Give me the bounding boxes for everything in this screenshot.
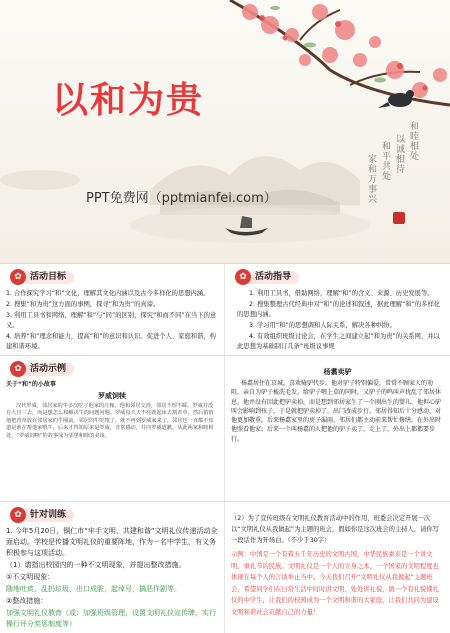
cover-illustration (0, 0, 450, 263)
site-credit: PPT免费网（pptmianfei.com） (86, 191, 277, 206)
answer-a-label: ①不文明现象： (6, 573, 55, 581)
flower-icon: ✿ (235, 269, 251, 285)
list-item: 3. 学习用“和”的思想调和人际关系，解决各种纠纷。 (249, 322, 396, 329)
guide-list (231, 289, 444, 352)
poem-column: 和平共处 (382, 142, 392, 182)
example-slide (0, 355, 450, 501)
training-panel-right (225, 502, 450, 633)
answer-a: 随地吐痰，乱扔垃圾，出口成脏，起绰号，搞恶作剧等。 (6, 585, 181, 593)
list-item: 2. 搜集“和为贵”这方面的事例，探寻“和为贵”的真谛。 (6, 301, 160, 308)
story-title: 罗威饲犊 (98, 392, 126, 400)
question-1-part: （1）请指出校园内的一种不文明现象，并提出整改措施。 (6, 561, 186, 569)
list-item: 1. 合作探究学习“和”文化，理解其文化内涵以及古今多样化的思想内涵。 (6, 290, 210, 297)
example-heading: 活动示例 (20, 363, 74, 376)
guide-panel (225, 264, 450, 355)
flower-icon: ✿ (10, 507, 26, 523)
list-item: 4. 培养“和”理念和能力，提高“和”的意识和认识。促进个人、家庭和谐，构建和谐环境。 (6, 333, 216, 350)
story-panel-right (225, 356, 450, 501)
story-title: 杨翥卖驴 (323, 368, 352, 376)
story-body: 杨翥居住在京城，喜欢骑驴代步。他对驴子特别偏爱，常常不顾家人的劝阻，亲自为驴子梳洗毛发。给驴子喂上草的同时，又驴子的鸣叫声扰乱了邻居休息。他并没有因此把驴卖掉，而是想到邻居家生了一个刚出生的婴儿，他担心驴叫会影响到孩子，于是就把驴卖掉了，出门改成步行。邻居得知后十分感动，对他更加敬重。后来杨翥家里的房子漏雨，邻居们都主动前来帮忙修缮。在外出时他照看他家，后来一个叫杨翥的人把他的驴子卖了，走上了，外出上都都要步行。 (231, 380, 442, 443)
question-2: （2）为了宣传班级在文明礼仪教育活动中的作用，班委会决定开展一次以“文明礼仪从我做起”为主题的班会，假如你是这次班会的主持人，请你写一段话作为开场白。（不少于30字） (231, 515, 440, 544)
red-seal-stamp (393, 212, 405, 224)
cover-slide (0, 0, 450, 263)
example-subheading: 关于“和”的小故事 (6, 381, 56, 388)
flower-icon: ✿ (10, 269, 26, 285)
page-title: 以和为贵 (52, 80, 205, 121)
goals-badge (6, 269, 218, 285)
goals-slide (0, 263, 450, 355)
list-item: 1. 利用工具书，借助网络，理解“和”的含义、来源、历史发展等。 (249, 290, 434, 297)
example-badge (6, 361, 218, 377)
list-item: 4. 有效组织班级讨论会，在学生之间建立起“和为贵”的关系网，并以此思想为基础制订几条“班级议事规 (237, 333, 440, 350)
training-badge (6, 507, 218, 523)
goals-list (6, 289, 218, 352)
answer-b: 加强文明礼仪教育（或：加强班级管理，设置文明礼仪宣传牌，实行操行评分奖惩制度等） (6, 609, 216, 628)
goals-panel (0, 264, 225, 355)
guide-heading: 活动指导 (245, 271, 299, 284)
training-heading: 针对训练 (20, 509, 74, 522)
list-item: 3. 利用工具书和网络，理解“和”与“同”的区别，探究“和而不同”在当下的意义。 (6, 312, 217, 329)
training-slide (0, 501, 450, 633)
story-body: 汉代罗威，邻居家的牛多次吃了他家的庄稼，他和邻居交涉，邻居不理不睬。罗威并没有大官三去，而是想怎么和解决牛的问题问题。罗威每天天不亮就起床去割青草，然后悄悄地把青草放在邻居家的牛圈前。邻居的牛吃饱了，就不再到罗威家来了。邻居也一直都不知道是谁在帮他家喂牛，后来才得知原来是罗威，非常感动，并向罗威道歉。从此两家和睦相处，“罗威饲犊”的故事成为邻里和睦的美谈。 (6, 403, 214, 439)
poem-column: 和睦相处 (410, 122, 420, 162)
goals-heading: 活动目标 (20, 271, 74, 284)
guide-badge (231, 269, 444, 285)
answer-2: 示例：中国是一个有着五千年历史的文明古国，中华民族素来是一个讲文明、重礼节的民族。文明礼仪是一个人的立身之本，一个国家的文明程度也体现在每个人的言谈举止当中。今天我们召开“文明礼仪从我做起”主题班会，希望同学们在日常生活中时时讲文明、处处讲礼貌，做一个有礼貌懂礼仪的中学生，让我们的校园成为一个文明和谐的大家庭，让我们共同为建设文明和谐社会贡献自己的力量！ (231, 551, 439, 616)
story-panel-left (0, 356, 225, 501)
poem-column: 家和万事兴 (368, 155, 378, 205)
training-panel-left (0, 502, 225, 633)
poem-column: 以诚相待 (396, 135, 406, 175)
list-item: 2. 搜集整理古代经典中对“和”的论述和叙述，据此理解“和”的多样化的思想内涵。 (237, 301, 441, 318)
question-1-intro: 1. 今年5月20日，铜仁市“牢手文明、共建和谐”文明礼仪传递活动全面启动。学校是传播文明礼仪的重要阵地，作为一名中学生，有义务积极参与这项活动。 (6, 527, 218, 557)
answer-b-label: ②整改措施： (6, 597, 48, 605)
flower-icon: ✿ (10, 361, 26, 377)
